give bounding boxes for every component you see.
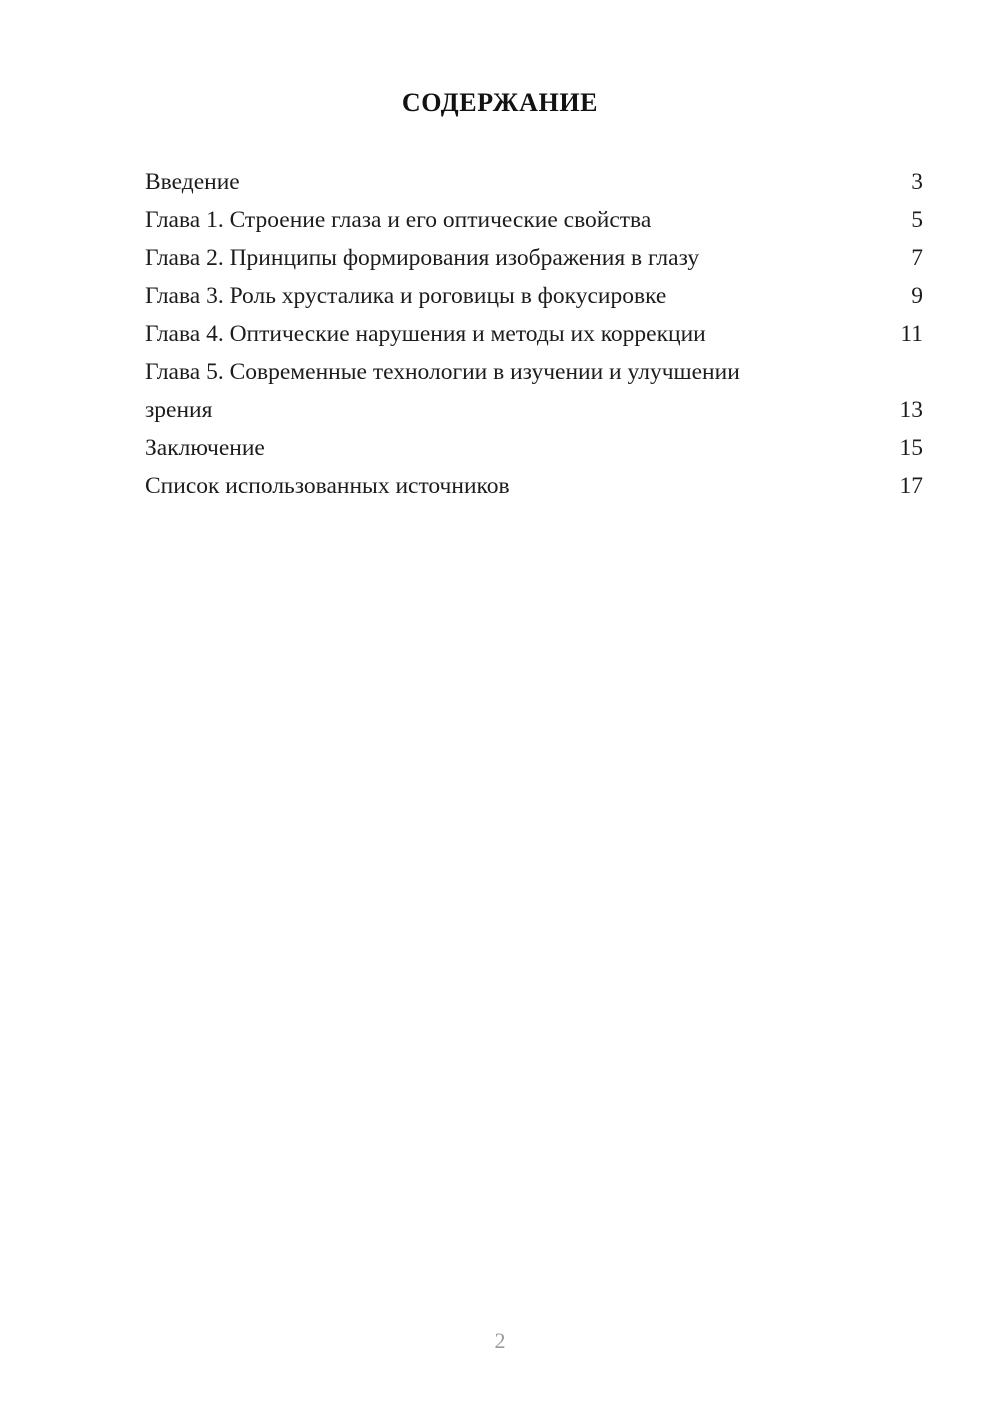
toc-entry-title: Глава 2. Принципы формирования изображения в глазу	[145, 245, 700, 271]
toc-entry[interactable]	[145, 429, 923, 467]
footer-page-number: 2	[494, 1328, 506, 1353]
toc-entry-page-number: 3	[911, 169, 923, 195]
toc-entry-page-number: 7	[911, 245, 923, 271]
toc-entry[interactable]	[145, 315, 923, 353]
toc-entry-title: Глава 3. Роль хрусталика и роговицы в фокусировке	[145, 283, 667, 309]
toc-entry[interactable]	[145, 163, 923, 201]
toc-entry[interactable]	[145, 239, 923, 277]
toc-entry[interactable]	[145, 277, 923, 315]
toc-entry-page-number: 17	[899, 473, 923, 499]
toc-entry-title: Введение	[145, 169, 240, 195]
page-title: СОДЕРЖАНИЕ	[401, 88, 599, 117]
toc-entry-page-number: 5	[911, 207, 923, 233]
toc-entry-title: Глава 5. Современные технологии в изучении и улучшении зрения	[145, 359, 746, 423]
toc-entry-title: Заключение	[145, 435, 265, 461]
toc-entry-page-number: 15	[899, 435, 923, 461]
toc-entry-title: Глава 4. Оптические нарушения и методы их коррекции	[145, 321, 706, 347]
toc-entry[interactable]	[145, 201, 923, 239]
toc-entry[interactable]	[145, 353, 923, 429]
toc-entry[interactable]	[145, 467, 923, 505]
toc-entry-page-number: 11	[900, 321, 923, 347]
toc-entry-title: Глава 1. Строение глаза и его оптические свойства	[145, 207, 652, 233]
table-of-contents	[145, 163, 923, 505]
toc-entry-page-number: 9	[911, 283, 923, 309]
toc-entry-title: Список использованных источников	[145, 473, 510, 499]
toc-entry-page-number: 13	[899, 397, 923, 423]
